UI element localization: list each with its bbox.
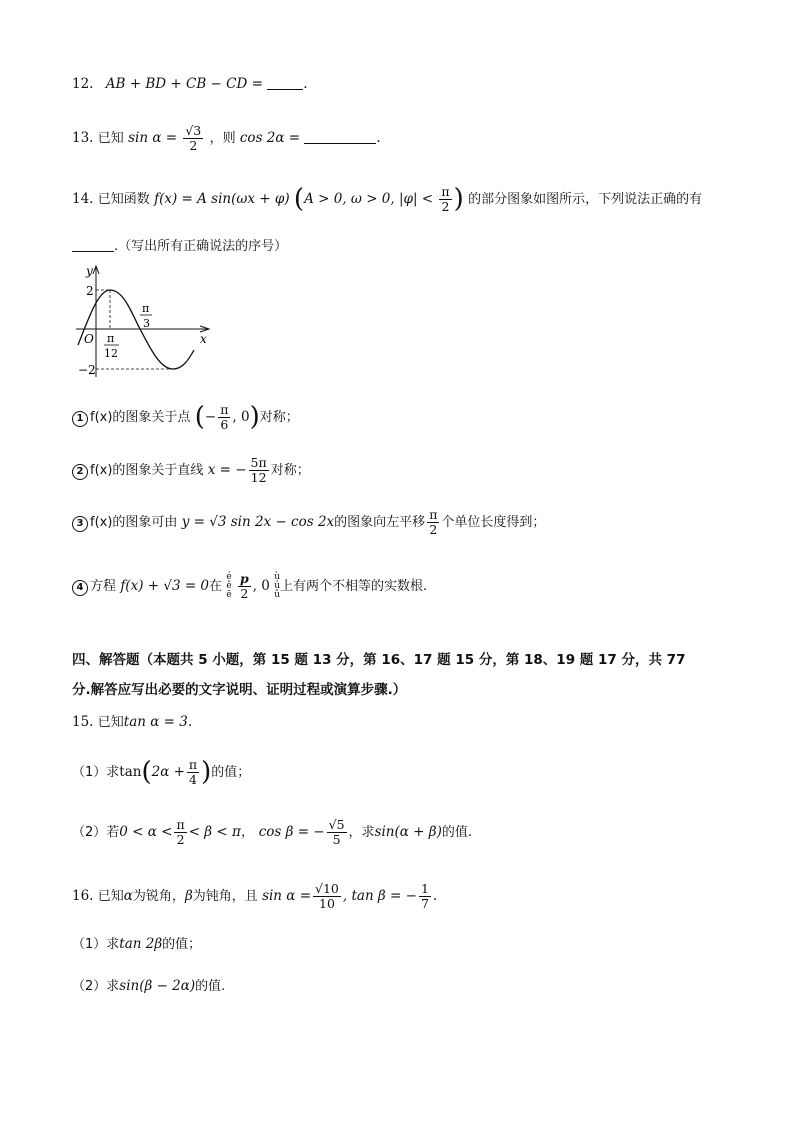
broken-fraction: $\frac{p}{2}$ bbox=[239, 571, 249, 601]
fraction: $\frac{√3}{2}$ bbox=[185, 123, 202, 153]
question-number: 13. bbox=[72, 130, 94, 146]
option-marker: 1 bbox=[72, 411, 88, 427]
y-axis-label: y bbox=[86, 264, 93, 278]
option-marker: 2 bbox=[72, 464, 88, 480]
tick-pi-12-den: 12 bbox=[104, 347, 118, 360]
vector-expression: AB + BD + CB − CD = bbox=[105, 76, 263, 92]
question-12: 12. AB + BD + CB − CD = . bbox=[72, 76, 308, 92]
question-number: 16. bbox=[72, 888, 94, 904]
question-15-part-2: （2）若0 < α < $\frac{\pi}{2}$ < β < π， cos β = − $\frac{√5}{5}$ ，求sin(α + β)的值. bbox=[72, 817, 472, 847]
question-number: 15. bbox=[72, 714, 94, 730]
option-marker: 4 bbox=[72, 580, 88, 596]
answer-blank[interactable] bbox=[304, 129, 376, 144]
option-3: 3 f(x)的图象可由 y = √3 sin 2x − cos 2x的图象向左平移 $\frac{\pi}{2}$ 个单位长度得到； bbox=[72, 508, 545, 537]
question-16-part-1: （1）求tan 2β的值； bbox=[72, 936, 202, 952]
sine-graph bbox=[74, 262, 214, 380]
option-marker: 3 bbox=[72, 516, 88, 532]
question-14-instruction: .（写出所有正确说法的序号） bbox=[72, 236, 287, 257]
answer-blank[interactable] bbox=[267, 75, 303, 90]
question-16: 16. 已知α为锐角，β为钝角，且 sin α = $\frac{√10}{10}$ , tan β = − $\frac{1}{7}$ . bbox=[72, 881, 438, 911]
x-axis-label: x bbox=[200, 332, 207, 346]
section-4-heading-cont: 分.解答应写出必要的文字说明、证明过程或演算步骤.） bbox=[72, 682, 407, 698]
question-15: 15. 已知tan α = 3. bbox=[72, 714, 193, 730]
question-16-part-2: （2）求sin(β − 2α)的值. bbox=[72, 978, 226, 994]
option-1: 1 f(x)的图象关于点 (− $\frac{\pi}{6}$ , 0)对称； bbox=[72, 403, 299, 432]
y-min-label: −2 bbox=[78, 363, 96, 377]
question-13: 13. 已知 sin α = $\frac{√3}{2}$ ，则 cos 2α = . bbox=[72, 123, 381, 153]
question-number: 12. bbox=[72, 76, 94, 92]
question-14: 14. 已知函数 f(x) = A sin(ωx + φ) (A > 0, ω > 0, |φ| < $\frac{\pi}{2}$ ) 的部分图象如图所示，下列说法正确的有 bbox=[72, 184, 703, 214]
question-number: 14. bbox=[72, 191, 94, 207]
option-4: 4 方程 f(x) + √3 = 0在 é ê ë $\frac{p}{2}$ , 0 ù ú û 上有两个不相等的实数根. bbox=[72, 572, 427, 601]
function-definition: f(x) = A sin(ωx + φ) bbox=[154, 191, 290, 207]
tick-pi-12-num: π bbox=[107, 332, 115, 345]
y-max-label: 2 bbox=[86, 284, 94, 298]
tick-pi-3-num: π bbox=[142, 302, 150, 315]
question-15-part-1: （1）求tan(2α + $\frac{\pi}{4}$ )的值； bbox=[72, 757, 251, 787]
origin-label: O bbox=[84, 332, 94, 346]
tick-pi-3-den: 3 bbox=[143, 317, 150, 330]
broken-bracket-right: ù ú û bbox=[274, 572, 280, 600]
broken-bracket-left: é ê ë bbox=[226, 572, 232, 600]
answer-blank[interactable] bbox=[72, 237, 114, 252]
option-2: 2 f(x)的图象关于直线 x = − $\frac{5\pi}{12}$ 对称； bbox=[72, 456, 310, 485]
section-4-heading: 四、解答题（本题共 5 小题，第 15 题 13 分，第 16、17 题 15 分，第 18、19 题 17 分，共 77 bbox=[72, 652, 686, 668]
